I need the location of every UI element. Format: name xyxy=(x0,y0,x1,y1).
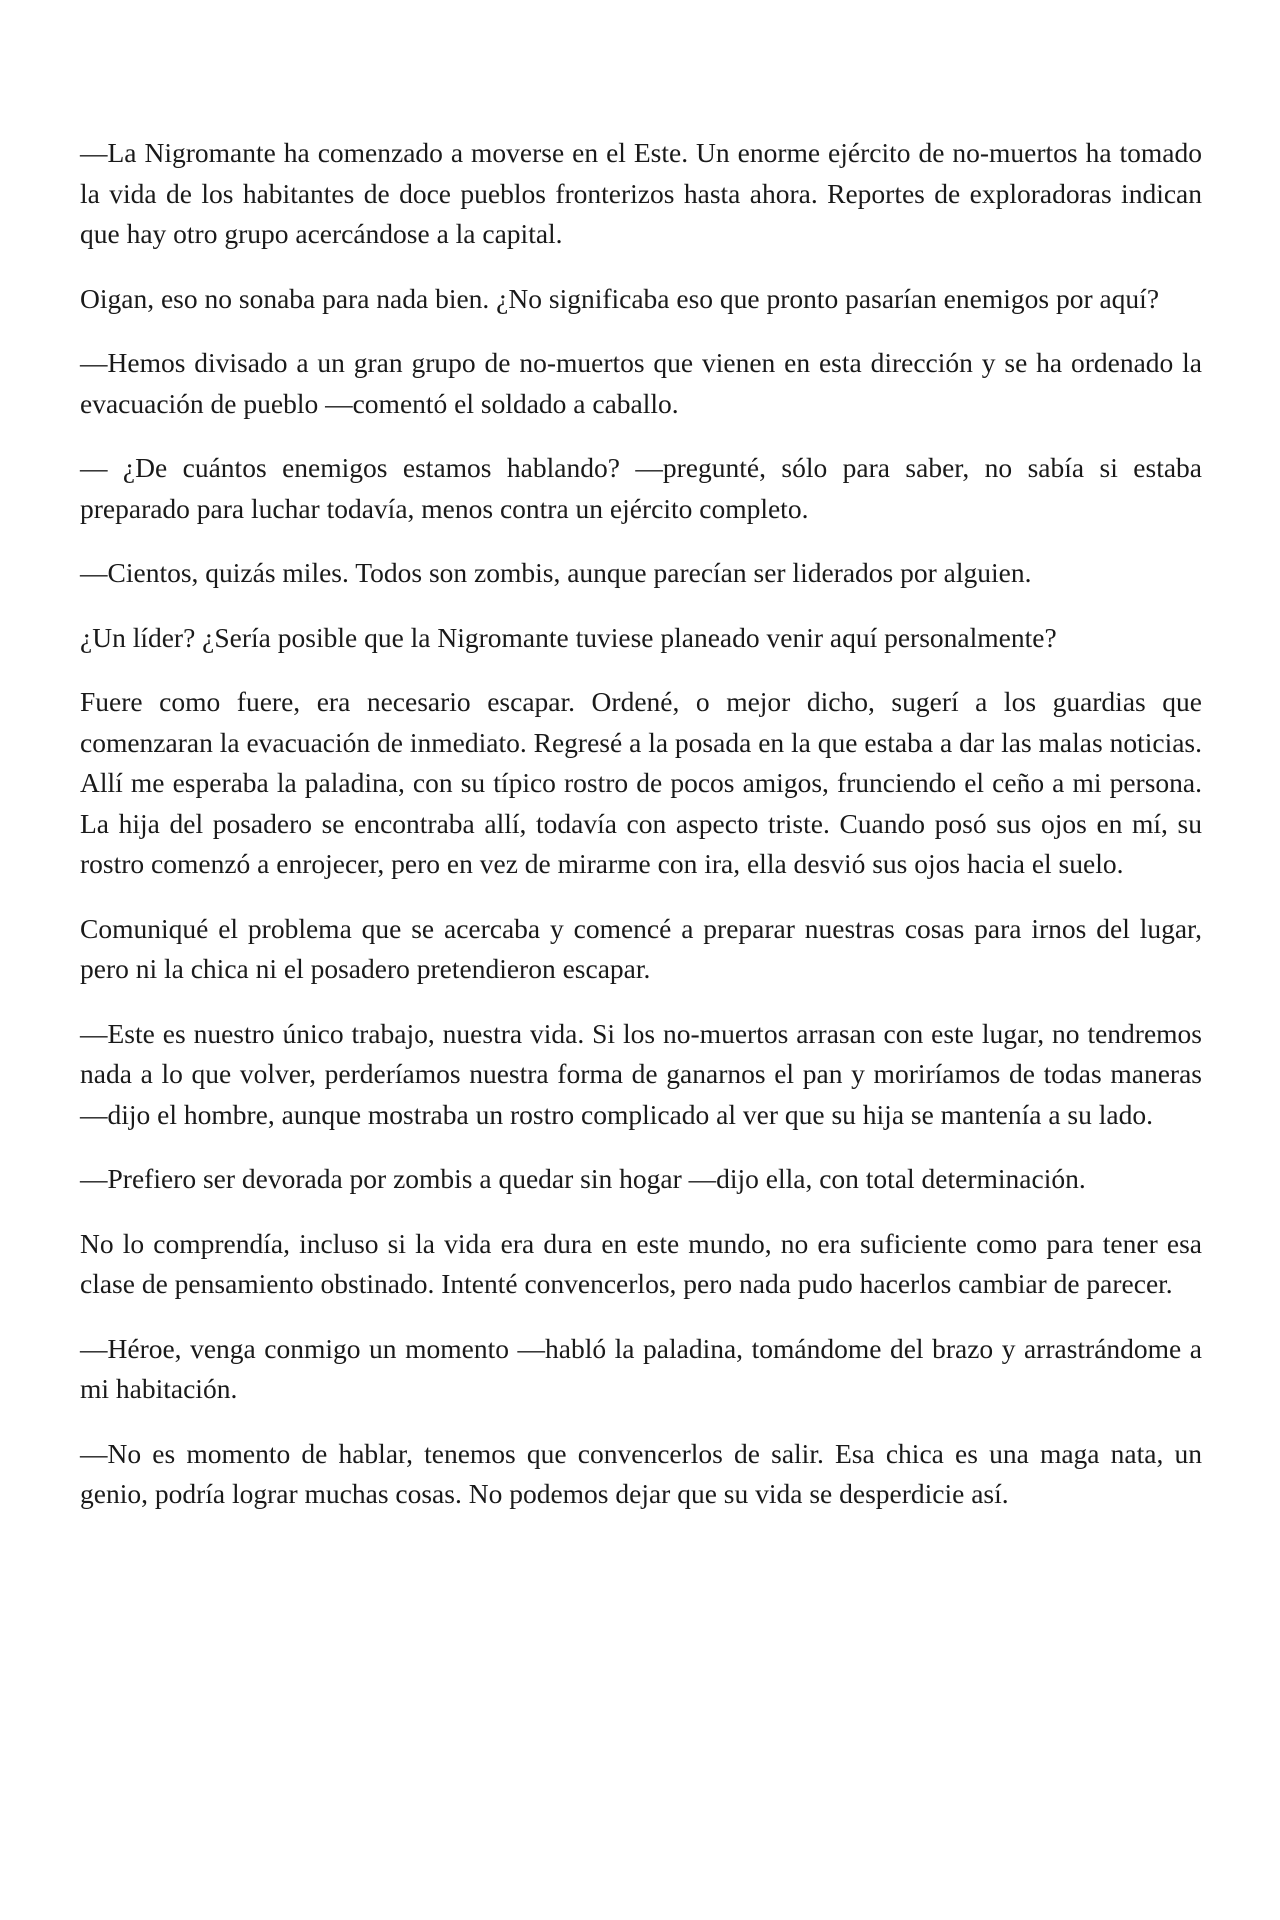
paragraph: ¿Un líder? ¿Sería posible que la Nigromante tuviese planeado venir aquí personalmente? xyxy=(80,621,1057,653)
document-body xyxy=(80,133,1202,1539)
paragraph: —Hemos divisado a un gran grupo de no-muertos que vienen en esta dirección y se ha ordenado la evacuación de pueblo —comentó el soldado a caballo. xyxy=(80,347,1202,419)
paragraph: —La Nigromante ha comenzado a moverse en el Este. Un enorme ejército de no-muertos ha tomado la vida de los habitantes de doce pueblos fronterizos hasta ahora. Reportes de exploradoras indican que hay otro grupo acercándose a la capital. xyxy=(80,137,1202,249)
paragraph: —Este es nuestro único trabajo, nuestra vida. Si los no-muertos arrasan con este lugar, no tendremos nada a lo que volver, perderíamos nuestra forma de ganarnos el pan y moriríamos de todas maneras —dijo el hombre, aunque mostraba un rostro complicado al ver que su hija se mantenía a su lado. xyxy=(80,1017,1202,1130)
paragraph: Fuere como fuere, era necesario escapar. Ordené, o mejor dicho, sugerí a los guardias que comenzaran la evacuación de inmediato. Regresé a la posada en la que estaba a dar las malas noticias. Allí me esperaba la paladina, con su típico rostro de pocos amigos, frunciendo el ceño a mi persona. La hija del posadero se encontraba allí, todavía con aspecto triste. Cuando posó sus ojos en mí, su rostro comenzó a enrojecer, pero en vez de mirarme con ira, ella desvió sus ojos hacia el suelo. xyxy=(80,686,1202,879)
paragraph: —Prefiero ser devorada por zombis a quedar sin hogar —dijo ella, con total determinación. xyxy=(80,1163,1086,1194)
paragraph: Comuniqué el problema que se acercaba y comencé a preparar nuestras cosas para irnos del lugar, pero ni la chica ni el posadero pretendieron escapar. xyxy=(80,912,1202,984)
paragraph: —No es momento de hablar, tenemos que convencerlos de salir. Esa chica es una maga nata, un genio, podría lograr muchas cosas. No podemos dejar que su vida se desperdicie así. xyxy=(80,1437,1202,1509)
paragraph: No lo comprendía, incluso si la vida era dura en este mundo, no era suficiente como para tener esa clase de pensamiento obstinado. Intenté convencerlos, pero nada pudo hacerlos cambiar de parecer. xyxy=(80,1227,1202,1299)
paragraph: Oigan, eso no sonaba para nada bien. ¿No significaba eso que pronto pasarían enemigos por aquí? xyxy=(80,282,1160,314)
paragraph: — ¿De cuántos enemigos estamos hablando? —pregunté, sólo para saber, no sabía si estaba preparado para luchar todavía, menos contra un ejército completo. xyxy=(80,452,1202,524)
paragraph: —Héroe, venga conmigo un momento —habló la paladina, tomándome del brazo y arrastrándome a mi habitación. xyxy=(80,1332,1202,1404)
paragraph: —Cientos, quizás miles. Todos son zombis, aunque parecían ser liderados por alguien. xyxy=(80,557,1032,588)
